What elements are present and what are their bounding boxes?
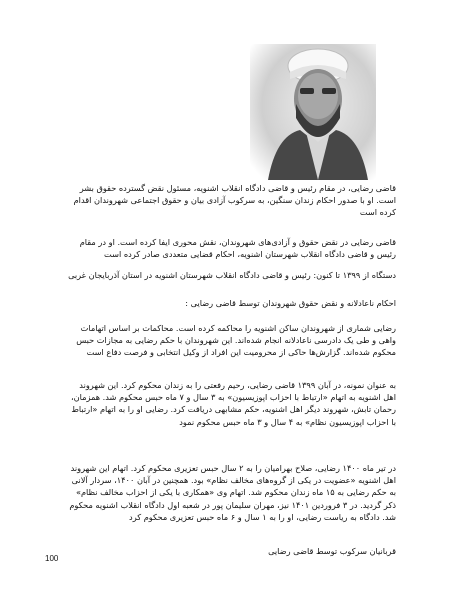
paragraph-position: دستگاه از ۱۳۹۹ تا کنون: رئیس و قاضی دادگاه انقلاب شهرستان اشنویه در استان آذربایجان غربی xyxy=(68,270,396,280)
victims-heading: قربانیان سرکوب توسط قاضی رضایی xyxy=(268,546,396,556)
section-heading: احکام ناعادلانه و نقض حقوق شهروندان توسط قاضی رضایی : xyxy=(185,298,396,308)
paragraph-trials: رضایی شماری از شهروندان ساکن اشنویه را محاکمه کرده است. محاکمات بر اساس اتهامات واهی و طی یک دادرسی ناعادلانه انجام شده‌اند. این شهروندان با حکم رضایی به مجازات حبس محکوم شده‌اند. گزارش‌ها حاکی از محرومیت این افراد از وکیل انتخابی و فرصت دفاع است xyxy=(76,323,396,358)
paragraph-role: قاضی رضایی در نقض حقوق و آزادی‌های شهروندان، نقش محوری ایفا کرده است. او در مقام رئیس و قاضی دادگاه انقلاب شهرستان اشنویه، احکام قضایی متعددی صادر کرده است xyxy=(79,237,396,260)
portrait-photo xyxy=(250,44,376,180)
portrait-icon xyxy=(250,44,376,180)
paragraph-example-1400: در تیر ماه ۱۴۰۰ رضایی، صلاح بهرامیان را به ۲ سال حبس تعزیری محکوم کرد. اتهام این شهروند اهل اشنویه «عضویت در یکی از گروه‌های مخالف نظام» بود. همچنین در آبان ۱۴۰۰، سردار آلانی به حکم رضایی به ۱۵ ماه زندان محکوم شد. اتهام وی «همکاری با یکی از احزاب مخالف نظام» ذکر گردید. در ۳ فروردین ۱۴۰۱ نیز، مهران سلیمان پور در شعبه اول دادگاه انقلاب اشنویه محکوم شد. دادگاه به ریاست رضایی، او را به ۱ سال و ۶ ماه حبس تعزیری محکوم کرد xyxy=(69,463,396,522)
paragraph-example-1399: به عنوان نمونه، در آبان ۱۳۹۹ قاضی رضایی، رحیم رفعتی را به زندان محکوم کرد. این شهروند اهل اشنویه به اتهام «ارتباط با احزاب اپوزیسیون» به ۳ سال و ۷ ماه حبس محکوم شد. همزمان، رحمان تابش، شهروند دیگر اهل اشنویه، حکم مشابهی دریافت کرد. رضایی او را به اتهام «ارتباط با احزاب اپوزیسیون نظام» به ۴ سال و ۳ ماه حبس محکوم نمود xyxy=(70,380,396,427)
paragraph-intro: قاضی رضایی، در مقام رئیس و قاضی دادگاه انقلاب اشنویه، مسئول نقض گسترده حقوق بشر است. او با صدور احکام زندان سنگین، به سرکوب آزادی بیان و حقوق اجتماعی شهروندان اقدام کرده است xyxy=(73,183,396,218)
page-number: 100 xyxy=(45,554,59,563)
